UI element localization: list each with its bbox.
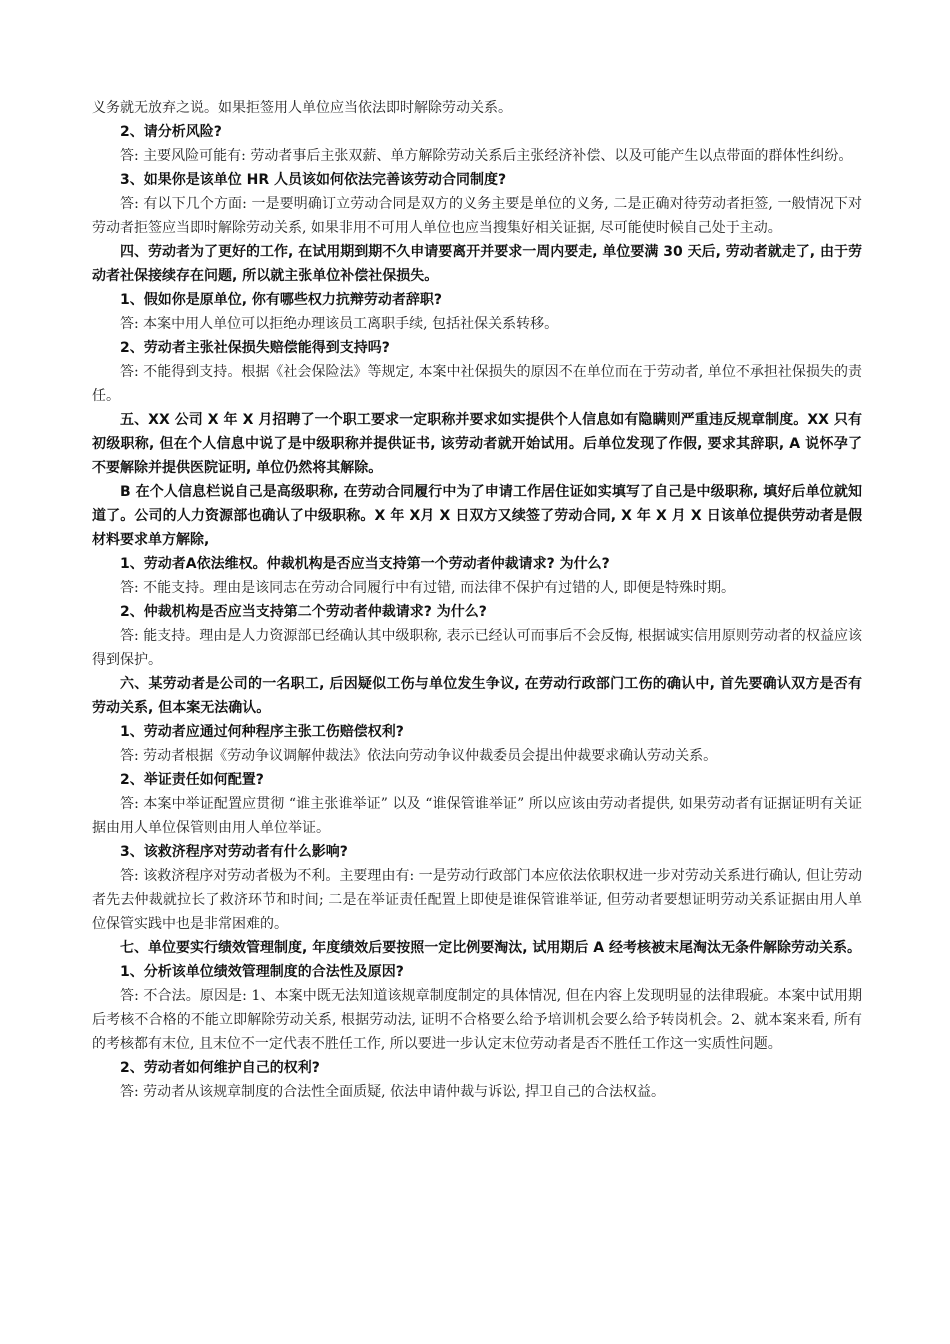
question-paragraph: 1、假如你是原单位, 你有哪些权力抗辩劳动者辞职? <box>120 292 443 308</box>
answer-paragraph: 答: 该救济程序对劳动者极为不利。主要理由有: 一是劳动行政部门本应依法依职权进一步对劳动关系进行确认, 但让劳动者先去仲裁就拉长了救济环节和时间; 二是在举证责任配置上即使是谁保管谁举证, 但劳动者要想证明劳动关系证据由用人单位保管实践中也是非常困难的。 <box>92 868 862 932</box>
answer-paragraph: 答: 能支持。理由是人力资源部已经确认其中级职称, 表示已经认可而事后不会反悔, 根据诚实信用原则劳动者的权益应该得到保护。 <box>92 628 862 668</box>
answer-paragraph: 义务就无放弃之说。如果拒签用人单位应当依法即时解除劳动关系。 <box>92 100 512 116</box>
answer-paragraph: 答: 不能得到支持。根据《社会保险法》等规定, 本案中社保损失的原因不在单位而在于劳动者, 单位不承担社保损失的责任。 <box>92 364 862 404</box>
question-paragraph: 1、劳动者A依法维权。仲裁机构是否应当支持第一个劳动者仲裁请求? 为什么? <box>120 556 610 572</box>
answer-paragraph: 答: 主要风险可能有: 劳动者事后主张双薪、单方解除劳动关系后主张经济补偿、以及可能产生以点带面的群体性纠纷。 <box>120 148 853 164</box>
question-paragraph: 2、仲裁机构是否应当支持第二个劳动者仲裁请求? 为什么? <box>120 604 487 620</box>
question-paragraph: 3、如果你是该单位 HR 人员该如何依法完善该劳动合同制度? <box>120 172 507 188</box>
question-paragraph: 3、该救济程序对劳动者有什么影响? <box>120 844 348 860</box>
question-paragraph: 2、请分析风险? <box>120 124 222 140</box>
answer-paragraph: 答: 本案中用人单位可以拒绝办理该员工离职手续, 包括社保关系转移。 <box>120 316 559 332</box>
question-paragraph: B 在个人信息栏说自己是高级职称, 在劳动合同履行中为了申请工作居住证如实填写了自己是中级职称, 填好后单位就知道了。公司的人力资源部也确认了中级职称。X 年 X月 X 日双方又续签了劳动合同, X 年 X 月 X 日该单位提供劳动者是假材料要求单方解除, <box>92 484 862 548</box>
question-paragraph: 五、XX 公司 X 年 X 月招聘了一个职工要求一定职称并要求如实提供个人信息如有隐瞒则严重违反规章制度。XX 只有初级职称, 但在个人信息中说了是中级职称并提供证书, 该劳动者就开始试用。后单位发现了作假, 要求其辞职, A 说怀孕了不要解除并提供医院证明, 单位仍然将其解除。 <box>92 412 862 476</box>
answer-paragraph: 答: 劳动者根据《劳动争议调解仲裁法》依法向劳动争议仲裁委员会提出仲裁要求确认劳动关系。 <box>120 748 718 764</box>
question-paragraph: 四、劳动者为了更好的工作, 在试用期到期不久申请要离开并要求一周内要走, 单位要满 30 天后, 劳动者就走了, 由于劳动者社保接续存在问题, 所以就主张单位补偿社保损失。 <box>92 244 862 284</box>
question-paragraph: 2、劳动者主张社保损失赔偿能得到支持吗? <box>120 340 390 356</box>
answer-paragraph: 答: 有以下几个方面: 一是要明确订立劳动合同是双方的义务主要是单位的义务, 二是正确对待劳动者拒签, 一般情况下对劳动者拒签应当即时解除劳动关系, 如果非用不可用人单位也应当搜集好相关证据, 尽可能使时候自己处于主动。 <box>92 196 862 236</box>
question-paragraph: 1、分析该单位绩效管理制度的合法性及原因? <box>120 964 404 980</box>
question-paragraph: 2、举证责任如何配置? <box>120 772 264 788</box>
answer-paragraph: 答: 劳动者从该规章制度的合法性全面质疑, 依法申请仲裁与诉讼, 捍卫自己的合法权益。 <box>120 1084 665 1100</box>
answer-paragraph: 答: 本案中举证配置应贯彻 “谁主张谁举证” 以及 “谁保管谁举证” 所以应该由劳动者提供, 如果劳动者有证据证明有关证据由用人单位保管则由用人单位举证。 <box>92 796 862 836</box>
question-paragraph: 七、单位要实行绩效管理制度, 年度绩效后要按照一定比例要淘汰, 试用期后 A 经考核被末尾淘汰无条件解除劳动关系。 <box>120 940 861 956</box>
question-paragraph: 2、劳动者如何维护自己的权利? <box>120 1060 320 1076</box>
answer-paragraph: 答: 不合法。原因是: 1、本案中既无法知道该规章制度制定的具体情况, 但在内容上发现明显的法律瑕疵。本案中试用期后考核不合格的不能立即解除劳动关系, 根据劳动法, 证明不合格要么给予培训机会要么给予转岗机会。2、就本案来看, 所有的考核都有末位, 且末位不一定代表不胜任工作, 所以要进一步认定末位劳动者是否不胜任工作这一实质性问题。 <box>92 988 862 1052</box>
answer-paragraph: 答: 不能支持。理由是该同志在劳动合同履行中有过错, 而法律不保护有过错的人, 即便是特殊时期。 <box>120 580 735 596</box>
document-page <box>92 96 862 1104</box>
question-paragraph: 1、劳动者应通过何种程序主张工伤赔偿权利? <box>120 724 404 740</box>
question-paragraph: 六、某劳动者是公司的一名职工, 后因疑似工伤与单位发生争议, 在劳动行政部门工伤的确认中, 首先要确认双方是否有劳动关系, 但本案无法确认。 <box>92 676 862 716</box>
